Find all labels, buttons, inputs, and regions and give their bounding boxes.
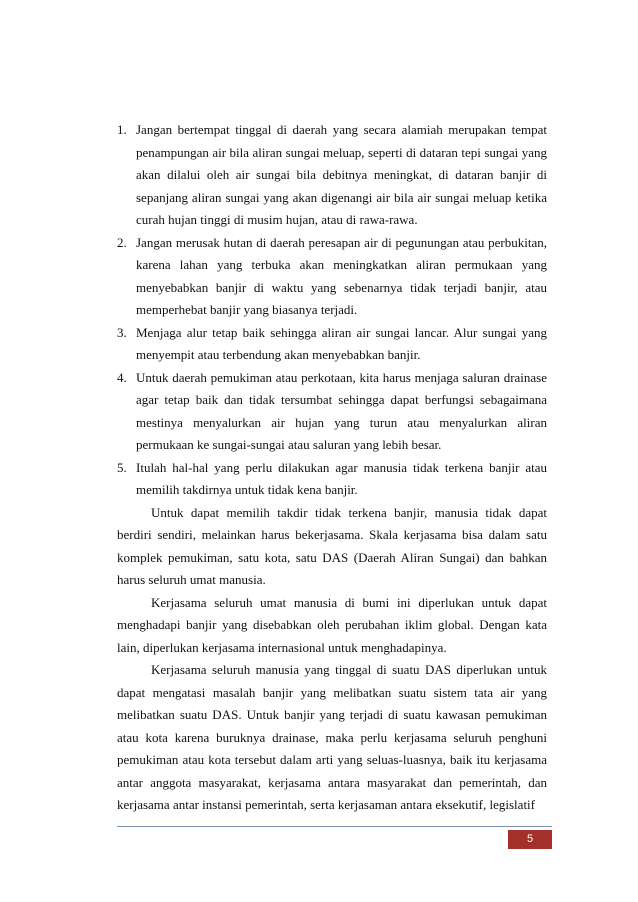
list-item-number: 5. (117, 459, 127, 475)
list-item-number: 1. (117, 122, 127, 137)
list-item-text: Menjaga alur tetap baik sehingga aliran air sungai lancar. Alur sungai yang menyempit atau terbendung akan menyebabkan banjir. (136, 324, 547, 362)
list-item-text: Itulah hal-hal yang perlu dilakukan agar manusia tidak terkena banjir atau memilih takdirnya untuk tidak kena banjir. (136, 459, 547, 497)
footer-divider (117, 826, 552, 827)
list-item (117, 457, 547, 502)
list-item (117, 367, 547, 457)
list-item-number: 3. (117, 324, 127, 340)
paragraph: Kerjasama seluruh umat manusia di bumi ini diperlukan untuk dapat menghadapi banjir yang disebabkan oleh perubahan iklim global. Dengan kata lain, diperlukan kerjasama internasional untuk menghadapinya. (117, 594, 547, 655)
list-item (117, 232, 547, 322)
list-item (117, 322, 547, 367)
list-item-text: Jangan bertempat tinggal di daerah yang secara alamiah merupakan tempat penampungan air bila aliran sungai meluap, seperti di dataran tepi sungai yang akan dilalui oleh air sungai bila debitnya meningkat, di dataran banjir di sepanjang aliran sungai yang akan digenangi air bila air sungai meluap ketika curah hujan tinggi di musim hujan, atau di rawa-rawa. (136, 122, 547, 227)
page-number-badge: 5 (508, 830, 552, 849)
list-item-number: 4. (117, 369, 127, 385)
paragraph: Untuk dapat memilih takdir tidak terkena banjir, manusia tidak dapat berdiri sendiri, melainkan harus bekerjasama. Skala kerjasama bisa dalam satu komplek pemukiman, satu kota, satu DAS (Daerah Aliran Sungai) dan bahkan harus seluruh umat manusia. (117, 504, 547, 587)
paragraph: Kerjasama seluruh manusia yang tinggal di suatu DAS diperlukan untuk dapat mengatasi masalah banjir yang melibatkan suatu sistem tata air yang melibatkan suatu DAS. Untuk banjir yang terjadi di suatu kawasan pemukiman atau kota karena buruknya drainase, maka perlu kerjasama seluruh penghuni pemukiman atau kota tersebut dalam arti yang seluas-luasnya, baik itu kerjasama antar anggota masyarakat, kerjasama antara masyarakat dan pemerintah, dan kerjasama antar instansi pemerintah, serta kerjasaman antara eksekutif, legislatif (117, 662, 547, 812)
list-item-text: Untuk daerah pemukiman atau perkotaan, kita harus menjaga saluran drainase agar tetap baik dan tidak tersumbat sehingga dapat berfungsi sebagaimana mestinya menyalurkan air hujan yang turun atau menyalurkan aliran permukaan ke sungai-sungai atau saluran yang lebih besar. (136, 369, 547, 452)
list-item (117, 119, 547, 232)
numbered-list (117, 119, 547, 502)
list-item-text: Jangan merusak hutan di daerah peresapan air di pegunungan atau perbukitan, karena lahan yang terbuka akan meningkatkan aliran permukaan yang menyebabkan banjir di waktu yang sebenarnya tidak terjadi banjir, atau memperhebat banjir yang biasanya terjadi. (136, 234, 547, 317)
list-item-number: 2. (117, 234, 127, 250)
page-body (117, 119, 547, 817)
